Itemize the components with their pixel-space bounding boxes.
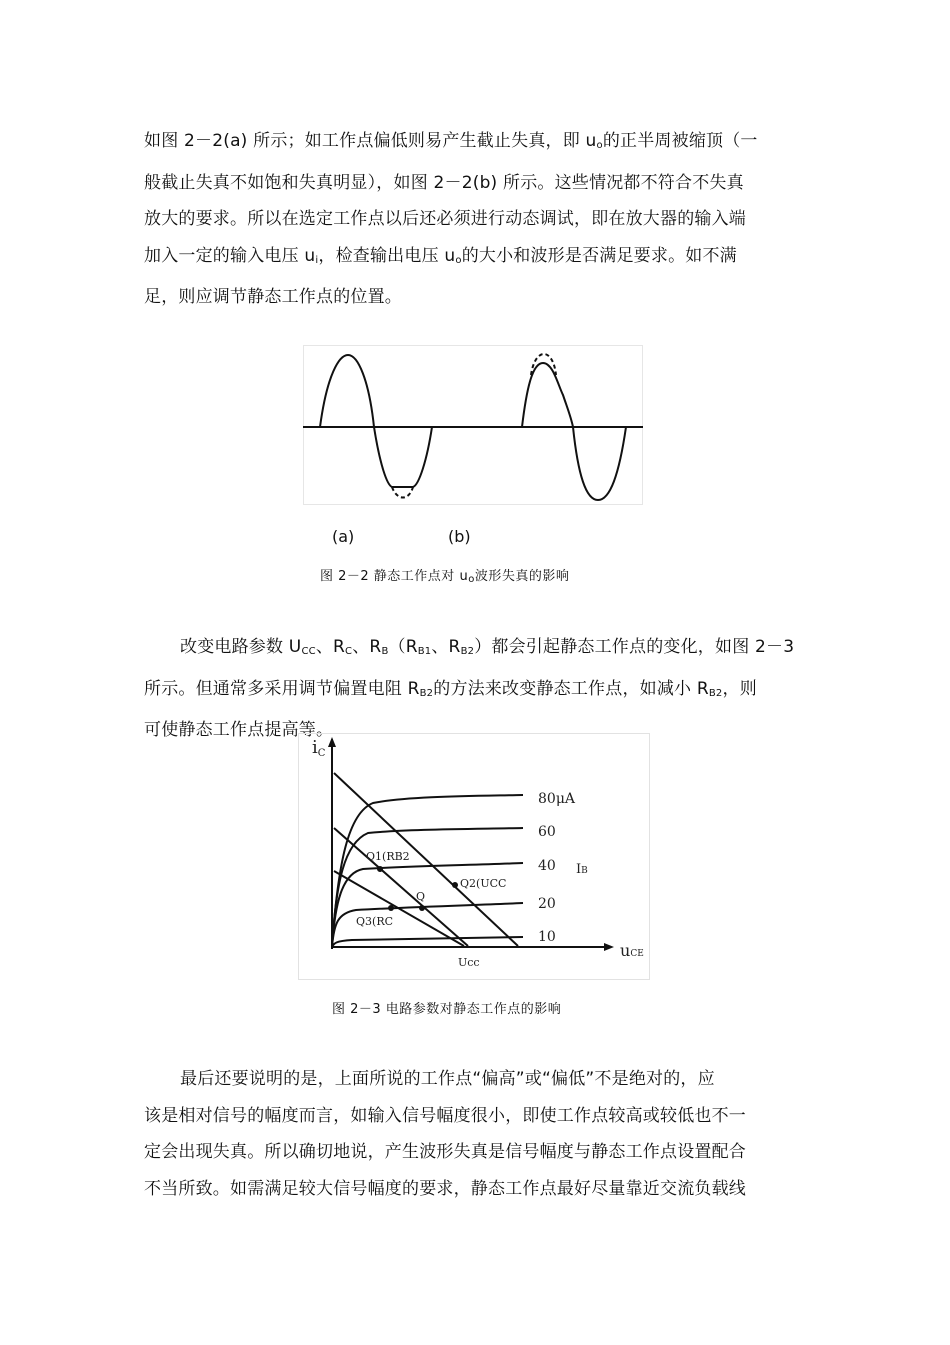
ib-label: IB <box>576 862 588 877</box>
curve-label-60: 60 <box>538 824 556 840</box>
ucc-label: Ucc <box>458 956 480 969</box>
figure-2-3-caption: 图 2－3 电路参数对静态工作点的影响 <box>332 1002 562 1017</box>
curve-label-20: 20 <box>538 896 556 912</box>
waveform-b-negative <box>573 427 626 500</box>
q-point <box>419 905 425 911</box>
waveform-b-positive <box>522 363 573 427</box>
q3-point <box>388 905 394 911</box>
figure-label-a: (a) <box>332 527 355 546</box>
waveform-a-negative <box>374 427 432 487</box>
paragraph-3 <box>144 1061 824 1207</box>
para2-line-1: 改变电路参数 $U_{CC}$、$R_C$、$R_B(R_{B1}$、$R_{B2}$）都会引起静态工作点的变化，如图 2－3 <box>180 637 795 657</box>
paragraph-2 <box>144 629 824 749</box>
para1-line-5: 足，则应调节静态工作点的位置。 <box>144 287 402 307</box>
para1-line-4: 加入一定的输入电压 $u_i$，检查输出电压 $u_o$的大小和波形是否满足要求。如不满 <box>144 245 737 266</box>
figure-label-b: (b) <box>448 527 471 546</box>
figure-2-2-caption: 图 2－2 静态工作点对 $u_o$波形失真的影响 <box>320 569 570 585</box>
q1-label: Q1(RB2 <box>366 850 410 863</box>
para2-line-3: 可使静态工作点提高等。 <box>144 720 334 740</box>
para2-line-2: 所示。但通常多采用调节偏置电阻 $R_{B2}$的方法来改变静态工作点，如减小 $R_{B2}$，则 <box>144 678 757 699</box>
para1-line-3: 放大的要求。所以在选定工作点以后还必须进行动态调试，即在放大器的输入端 <box>144 209 746 229</box>
curve-label-10: 10 <box>538 929 556 945</box>
paragraph-1 <box>144 123 824 316</box>
para1-line-1: 如图 2－2(a) 所示；如工作点偏低则易产生截止失真，即 $u_o$的正半周被缩顶（一 <box>144 131 758 151</box>
q3-label: Q3(RC <box>356 915 394 928</box>
q1-point <box>377 866 383 872</box>
y-axis-label: iC <box>312 737 326 759</box>
para3-line-3: 定会出现失真。所以确切地说，产生波形失真是信号幅度与静态工作点设置配合 <box>144 1142 746 1162</box>
waveform-a-positive <box>320 355 374 427</box>
x-axis-label: uCE <box>620 941 644 960</box>
load-line-ucc <box>334 828 468 946</box>
y-axis-arrow <box>328 737 336 747</box>
x-axis-arrow <box>604 943 614 951</box>
para3-line-2: 该是相对信号的幅度而言，如输入信号幅度很小，即使工作点较高或较低也不一 <box>144 1105 746 1126</box>
para3-line-1: 最后还要说明的是，上面所说的工作点“偏高”或“偏低”不是绝对的，应 <box>180 1069 715 1089</box>
para3-line-4: 不当所致。如需满足较大信号幅度的要求，静态工作点最好尽量靠近交流负载线 <box>144 1178 746 1199</box>
ib-curve-10 <box>332 937 523 947</box>
para1-line-2: 般截止失真不如饱和失真明显），如图 2－2(b) 所示。这些情况都不符合不失真 <box>144 172 744 193</box>
waveform-figure <box>303 345 643 505</box>
waveform-a-clipped-dashed <box>392 487 413 498</box>
load-line-rc <box>334 871 464 946</box>
q-label: Q <box>416 890 426 903</box>
q2-label: Q2(UCC <box>460 877 507 890</box>
output-characteristics-chart <box>298 733 650 980</box>
curve-label-80: 80μA <box>538 791 576 807</box>
q2-point <box>452 882 458 888</box>
curve-label-40: 40 <box>538 858 556 874</box>
